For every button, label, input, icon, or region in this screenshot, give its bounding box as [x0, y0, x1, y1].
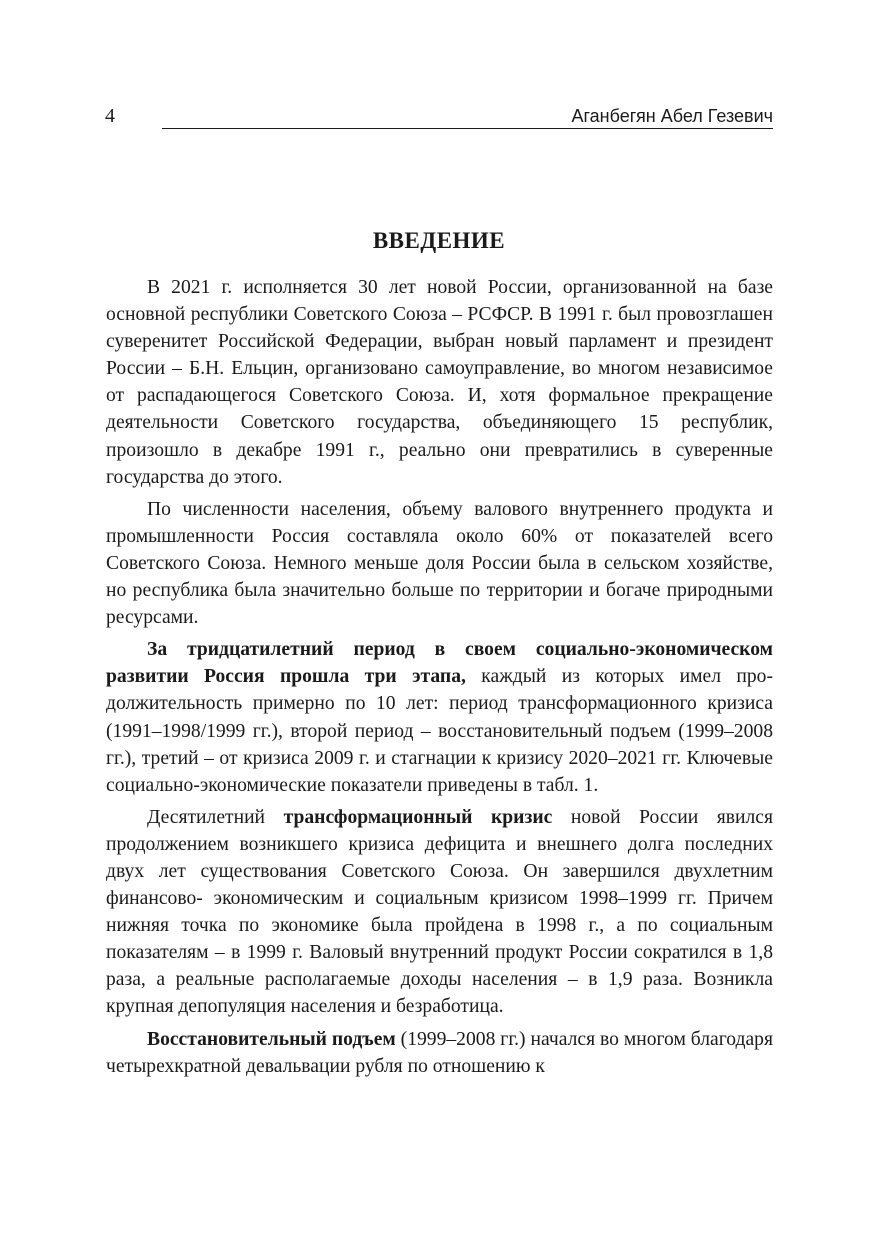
- page-number: 4: [105, 105, 115, 127]
- paragraph-1-text: В 2021 г. исполняется 30 лет новой России, организованной на базе основной республики Советского Союза – РСФСР. В 1991 г. был провозглашен суверенитет Российской Федерации, выбран новый парламент и президент России – Б.Н. Ельцин, организовано самоуправление, во многом независимое от распадающегося Советского Союза. И, хотя формальное прекращение деятельности Советского государства, объединяющего 15 республик, произошло в декабре 1991 г., реально они превратились в суверенные государства до этого.: [106, 277, 773, 488]
- paragraph-3-text: каждый из которых имел продолжительность примерно по 10 лет: период трансформационного кризиса (1991–1998/1999 гг.), второй период – восстановительный подъем (1999–2008 гг.), третий – от кризиса 2009 г. и стагнации к кризису 2020–2021 гг. Ключевые социально-экономические показатели приведены в табл. 1.: [106, 666, 773, 796]
- paragraph-4-emphasis: трансформационный кризис: [283, 806, 553, 828]
- header-rule: [162, 128, 773, 129]
- paragraph-3-emphasis: За тридцатилетний период в своем социально-экономическом развитии Россия прошла три этапа,: [106, 639, 773, 688]
- paragraph-1: [106, 274, 773, 491]
- chapter-title: ВВЕДЕНИЕ: [372, 228, 506, 253]
- paragraph-4-lead: Десятилетний: [147, 806, 284, 828]
- paragraph-2: [106, 496, 773, 631]
- paragraph-2-text: По численности населения, объему валового внутреннего продукта и промышленности Россия составляла около 60% от показателей всего Советского Союза. Немного меньше доля России была в сельском хозяйстве, но республика была значительно больше по территории и богаче природными ресурсами.: [106, 498, 773, 629]
- paragraph-3: [106, 636, 773, 799]
- body-text: [106, 274, 773, 1080]
- running-head-author: Аганбегян Абел Гезевич: [571, 106, 773, 126]
- paragraph-4-text: новой России явился продолжением возникшего кризиса дефицита и внешнего долга последних двух лет существования Советского Союза. Он завершился двухлетним финансово- экономическим и социальным кризисом 1998–1999 гг. Причем нижняя точка по экономике была пройдена в 1998 г., а по социальным показателям – в 1999 г. Валовый внутренний продукт России сократился в 1,8 раза, а реальные располагаемые доходы населения – в 1,9 раза. Возникла крупная депопуляция населения и безработица.: [106, 806, 773, 1018]
- paragraph-4: [106, 804, 773, 1021]
- paragraph-5-emphasis: Восстановительный подъем: [147, 1028, 396, 1050]
- paragraph-5-text: (1999–2008 гг.) начался во многом благодаря четырехкратной девальвации рубля по отношению к: [106, 1028, 773, 1077]
- paragraph-5: [106, 1026, 773, 1080]
